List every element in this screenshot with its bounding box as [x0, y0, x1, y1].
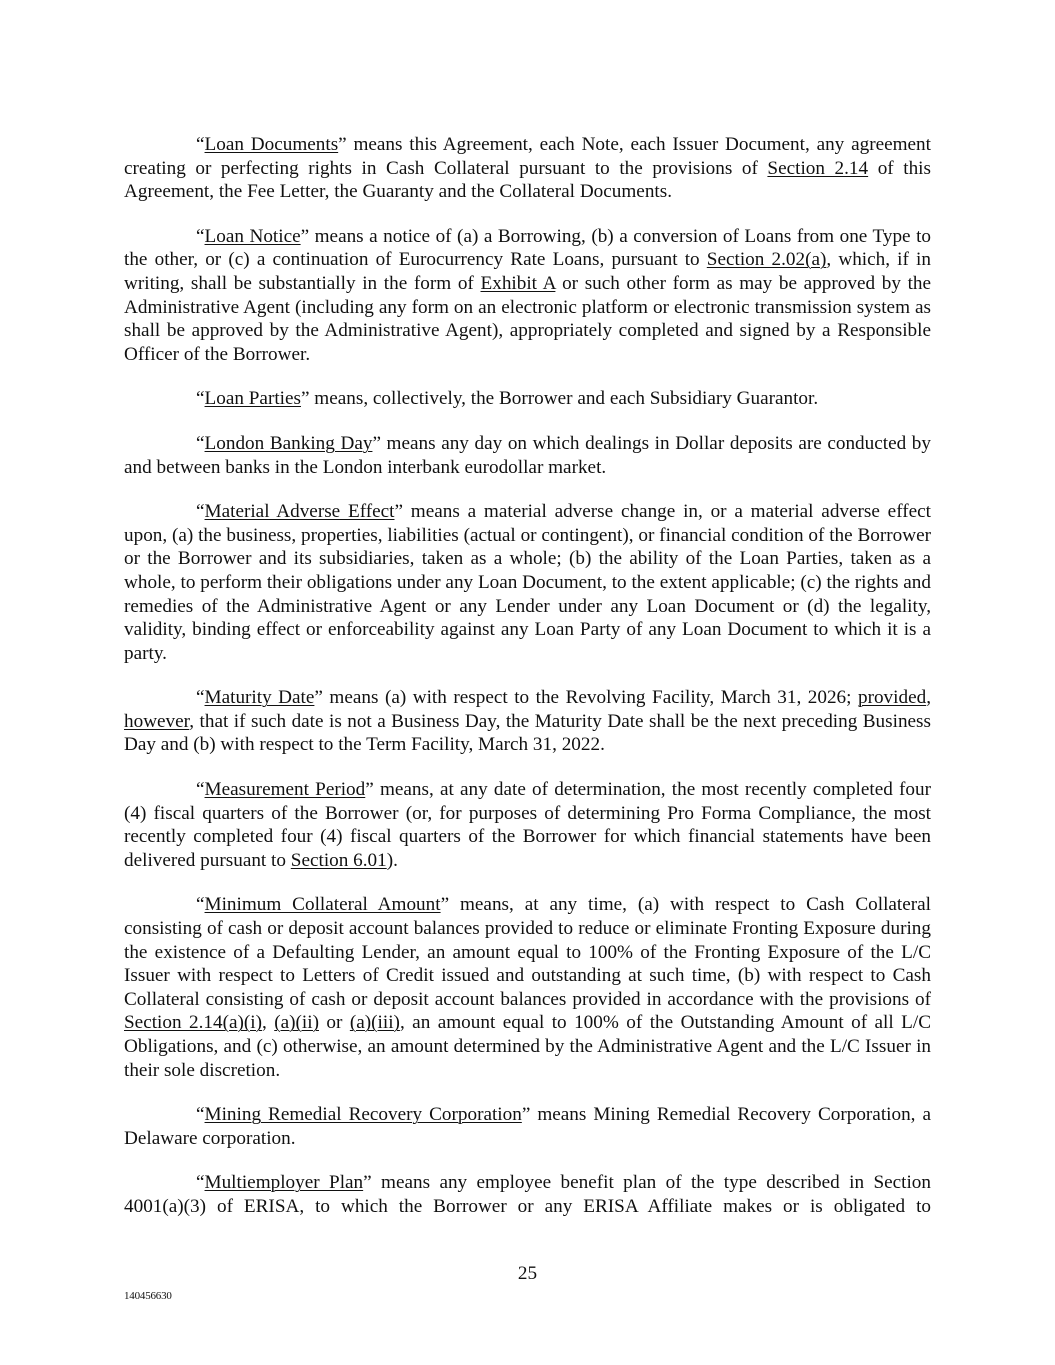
defined-term: Material Adverse Effect [204, 501, 395, 523]
definition-material-adverse-effect: “Material Adverse Effect” means a material adverse change in, or a material adverse effect upon, (a) the business, properties, liabilities (actual or contingent), or financial condition of the Borrower or the Borrower and its subsidiaries, taken as a whole; (b) the ability of the Loan Parties, taken as a whole, to perform their obligations under any Loan Document, to the extent applicable; (c) the rights and remedies of the Administrative Agent or any Lender under any Loan Document or (d) the legality, validity, binding effect or enforceability against any Loan Party of any Loan Document to which it is a party. [124, 501, 931, 664]
document-body [124, 133, 931, 1240]
section-reference: (a)(ii) [274, 1012, 319, 1034]
definition-loan-parties: “Loan Parties” means, collectively, the Borrower and each Subsidiary Guarantor. [196, 388, 819, 410]
document-id: 140456630 [124, 1290, 172, 1302]
definition-maturity-date: “Maturity Date” means (a) with respect to the Revolving Facility, March 31, 2026; provided, however, that if such date is not a Business Day, the Maturity Date shall be the next preceding Business Day and (b) with respect to the Term Facility, March 31, 2022. [124, 687, 931, 756]
page-number: 25 [517, 1263, 538, 1284]
definition-minimum-collateral-amount: “Minimum Collateral Amount” means, at any time, (a) with respect to Cash Collateral consisting of cash or deposit account balances provided to reduce or eliminate Fronting Exposure during the existence of a Defaulting Lender, an amount equal to 100% of the Fronting Exposure of the L/C Issuer with respect to Letters of Credit issued and outstanding at such time, (b) with respect to Cash Collateral consisting of cash or deposit account balances provided in accordance with the provisions of Section 2.14(a)(i), (a)(ii) or (a)(iii), an amount equal to 100% of the Outstanding Amount of all L/C Obligations, and (c) otherwise, an amount determined by the Administrative Agent and the L/C Issuer in their sole discretion. [124, 894, 932, 1081]
defined-term: Loan Notice [204, 225, 301, 247]
defined-term: Mining Remedial Recovery Corporation [204, 1104, 522, 1126]
proviso-term: however [124, 710, 190, 732]
defined-term: Loan Parties [204, 388, 301, 410]
definition-loan-documents: “Loan Documents” means this Agreement, each Note, each Issuer Document, any agreement creating or perfecting rights in Cash Collateral pursuant to the provisions of Section 2.14 of this Agreement, the Fee Letter, the Guaranty and the Collateral Documents. [124, 134, 931, 203]
definition-measurement-period: “Measurement Period” means, at any date of determination, the most recently completed four (4) fiscal quarters of the Borrower (or, for purposes of determining Pro Forma Compliance, the most recently completed four (4) fiscal quarters of the Borrower for which financial statements have been delivered pursuant to Section 6.01). [124, 779, 931, 871]
definition-mining-remedial-recovery-corporation: “Mining Remedial Recovery Corporation” means Mining Remedial Recovery Corporation, a Delaware corporation. [124, 1104, 931, 1149]
exhibit-reference: Exhibit A [480, 272, 556, 294]
definition-loan-notice: “Loan Notice” means a notice of (a) a Borrowing, (b) a conversion of Loans from one Type to the other, or (c) a continuation of Eurocurrency Rate Loans, pursuant to Section 2.02(a), which, if in writing, shall be substantially in the form of Exhibit A or such other form as may be approved by the Administrative Agent (including any form on an electronic platform or electronic transmission system as shall be approved by the Administrative Agent), appropriately completed and signed by a Responsible Officer of the Borrower. [124, 225, 932, 365]
section-reference: Section 6.01 [290, 849, 387, 871]
definition-multiemployer-plan: “Multiemployer Plan” means any employee benefit plan of the type described in Section 4001(a)(3) of ERISA, to which the Borrower or any ERISA Affiliate makes or is obligated to [124, 1172, 931, 1217]
proviso-term: provided [857, 687, 927, 709]
section-reference: (a)(iii) [349, 1012, 400, 1034]
section-reference: Section 2.02(a) [706, 249, 827, 271]
section-reference: Section 2.14(a)(i) [124, 1012, 262, 1034]
defined-term: Minimum Collateral Amount [204, 894, 441, 916]
defined-term: Loan Documents [204, 134, 339, 155]
defined-term: Measurement Period [204, 779, 366, 801]
defined-term: Multiemployer Plan [204, 1172, 364, 1194]
definition-london-banking-day: “London Banking Day” means any day on which dealings in Dollar deposits are conducted by and between banks in the London interbank eurodollar market. [124, 432, 931, 478]
defined-term: Maturity Date [204, 687, 315, 709]
defined-term: London Banking Day [204, 432, 373, 454]
section-reference: Section 2.14 [767, 157, 869, 179]
